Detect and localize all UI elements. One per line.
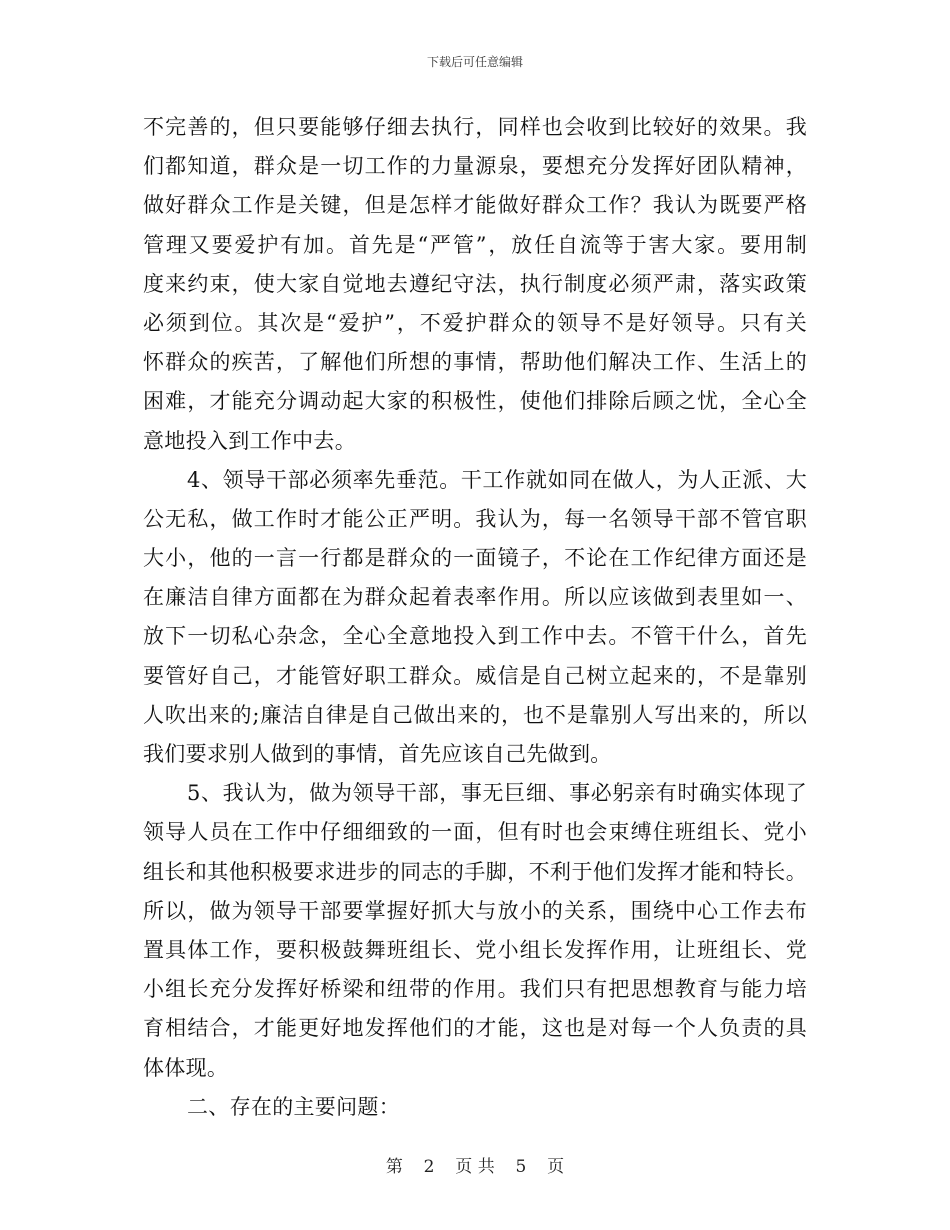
- text-line: 置具体工作，要积极鼓舞班组长、党小组长发挥作用，让班组长、党: [143, 937, 807, 962]
- page-footer: [0, 1152, 950, 1177]
- text-line: 怀群众的疾苦，了解他们所想的事情，帮助他们解决工作、生活上的: [143, 350, 807, 375]
- text-line: 在廉洁自律方面都在为群众起着表率作用。所以应该做到表里如一、: [143, 585, 807, 610]
- text-line: 不完善的，但只要能够仔细去执行，同样也会收到比较好的效果。我: [143, 115, 807, 139]
- text-line: 管理又要爱护有加。首先是“严管”，放任自流等于害大家。要用制: [143, 232, 807, 257]
- text-line: 领导人员在工作中仔细细致的一面，但有时也会束缚住班组长、党小: [143, 820, 807, 845]
- paragraph-first-line: 4、领导干部必须率先垂范。干工作就如同在做人，为人正派、大: [187, 467, 807, 492]
- text-line: 体体现。: [143, 1055, 229, 1080]
- footer-page-number: 2: [423, 1157, 435, 1177]
- text-line: 人吹出来的;廉洁自律是自己做出来的，也不是靠别人写出来的，所以: [143, 702, 807, 727]
- footer-middle: 页 共: [455, 1157, 495, 1177]
- text-line: 公无私，做工作时才能公正严明。我认为，每一名领导干部不管官职: [143, 506, 807, 531]
- text-line: 们都知道，群众是一切工作的力量源泉，要想充分发挥好团队精神，: [143, 154, 807, 179]
- text-line: 组长和其他积极要求进步的同志的手脚，不利于他们发挥才能和特长。: [143, 859, 807, 884]
- footer-prefix: 第: [385, 1157, 403, 1177]
- text-line: 意地投入到工作中去。: [143, 428, 356, 453]
- text-line: 困难，才能充分调动起大家的积极性，使他们排除后顾之忧，全心全: [143, 389, 807, 414]
- paragraph-first-line: 5、我认为，做为领导干部，事无巨细、事必躬亲有时确实体现了: [187, 781, 807, 806]
- text-line: 要管好自己，才能管好职工群众。威信是自己树立起来的，不是靠别: [143, 663, 807, 688]
- text-line: 小组长充分发挥好桥梁和纽带的作用。我们只有把思想教育与能力培: [143, 977, 807, 1002]
- text-line: 育相结合，才能更好地发挥他们的才能，这也是对每一个人负责的具: [143, 1016, 807, 1041]
- text-line: 做好群众工作是关键，但是怎样才能做好群众工作？我认为既要严格: [143, 193, 807, 218]
- footer-total-pages: 5: [515, 1157, 527, 1177]
- text-line: 必须到位。其次是“爱护”，不爱护群众的领导不是好领导。只有关: [143, 310, 807, 335]
- text-line: 大小，他的一言一行都是群众的一面镜子，不论在工作纪律方面还是: [143, 546, 807, 571]
- text-line: 度来约束，使大家自觉地去遵纪守法，执行制度必须严肃，落实政策: [143, 271, 807, 296]
- page-header-note: 下载后可任意编辑: [426, 55, 523, 69]
- document-body: [143, 108, 807, 1127]
- text-line: 放下一切私心杂念，全心全意地投入到工作中去。不管干什么，首先: [143, 624, 807, 649]
- text-line: 我们要求别人做到的事情，首先应该自己先做到。: [143, 742, 612, 766]
- text-line: 所以，做为领导干部要掌握好抓大与放小的关系，围绕中心工作去布: [143, 898, 807, 923]
- footer-suffix: 页: [547, 1157, 565, 1177]
- section-heading: 二、存在的主要问题：: [187, 1094, 400, 1119]
